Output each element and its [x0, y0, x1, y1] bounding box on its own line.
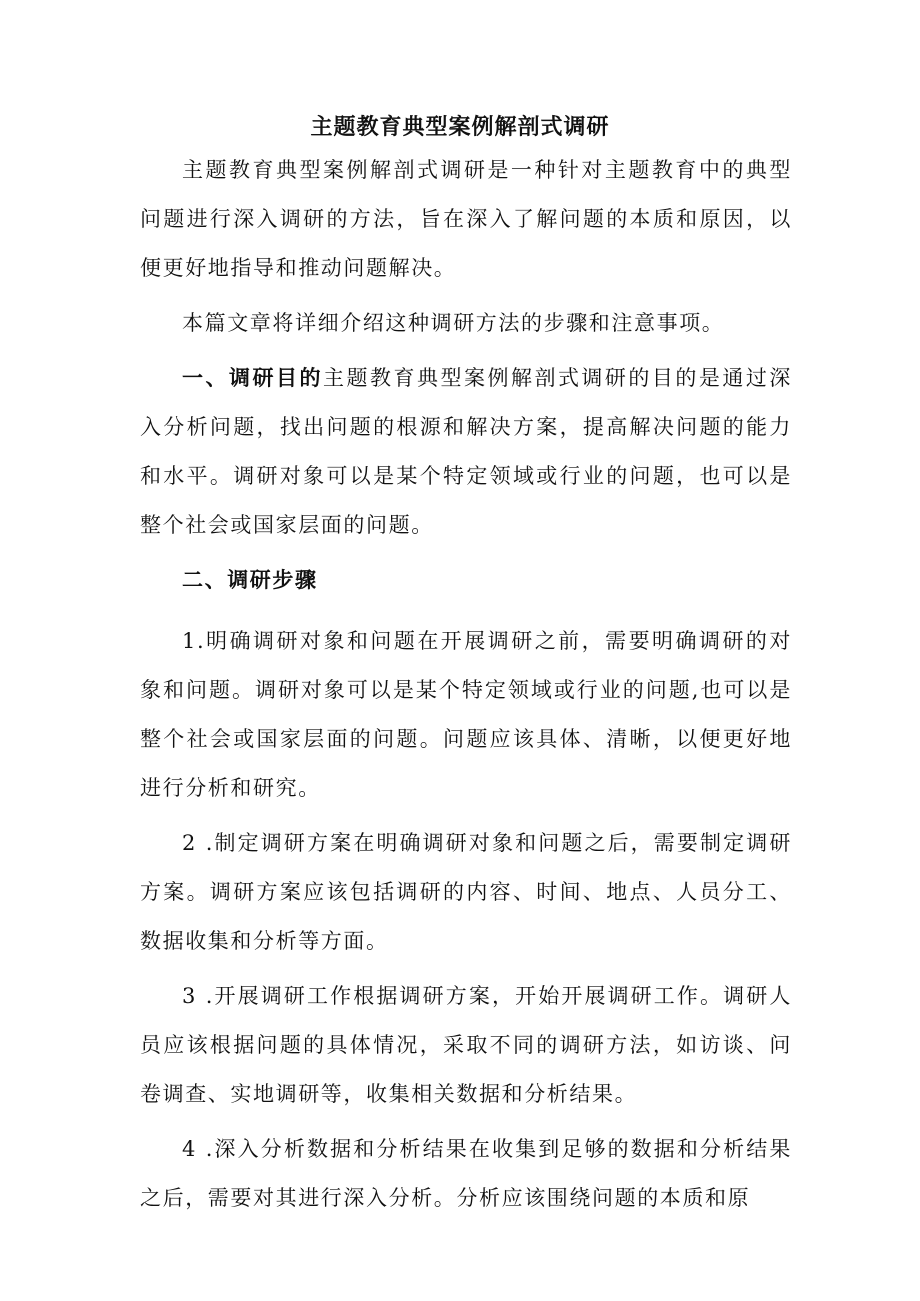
section-2-heading: 二、调研步骤	[182, 568, 318, 592]
section-1-text: 主题教育典型案例解剖式调研的目的是通过深入分析问题，找出问题的根源和解决方案，提高解决问题的能力和水平。调研对象可以是某个特定领域或行业的问题，也可以是整个社会或国家层面的问题。	[140, 366, 792, 537]
intro-paragraph: 本篇文章将详细介绍这种调研方法的步骤和注意事项。	[182, 311, 725, 335]
section-1-paragraph	[140, 354, 792, 550]
document-body	[140, 146, 792, 1229]
step-paragraph: 2 .制定调研方案在明确调研对象和问题之后，需要制定调研方案。调研方案应该包括调研的内容、时间、地点、人员分工、数据收集和分析等方面。	[140, 831, 792, 953]
intro-paragraph: 主题教育典型案例解剖式调研是一种针对主题教育中的典型问题进行深入调研的方法，旨在深入了解问题的本质和原因，以便更好地指导和推动问题解决。	[140, 158, 792, 280]
section-1-heading: 一、调研目的	[182, 366, 323, 390]
step-paragraph: 3 .开展调研工作根据调研方案，开始开展调研工作。调研人员应该根据问题的具体情况，采取不同的调研方法，如访谈、问卷调查、实地调研等，收集相关数据和分析结果。	[140, 984, 792, 1106]
document-title: 主题教育典型案例解剖式调研	[310, 115, 610, 140]
step-paragraph: 4 .深入分析数据和分析结果在收集到足够的数据和分析结果之后，需要对其进行深入分析。分析应该围绕问题的本质和原	[140, 1137, 792, 1210]
step-paragraph: 1.明确调研对象和问题在开展调研之前，需要明确调研的对象和问题。调研对象可以是某个特定领域或行业的问题,也可以是整个社会或国家层面的问题。问题应该具体、清晰，以便更好地进行分析和研究。	[140, 629, 792, 800]
